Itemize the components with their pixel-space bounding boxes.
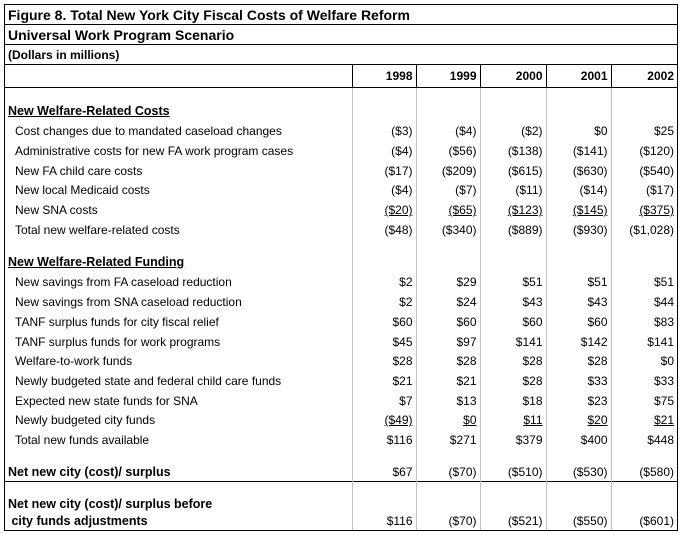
- cell-value: $116: [386, 432, 413, 447]
- table-cell: [546, 122, 611, 142]
- cell-value: ($145): [572, 203, 608, 218]
- cell-value: ($4): [455, 124, 477, 139]
- cell-value: $2: [399, 275, 413, 290]
- table-cell: [352, 391, 416, 411]
- table-cell: [416, 161, 480, 181]
- section-heading-funding: [5, 252, 677, 273]
- cell-value: ($123): [507, 203, 543, 218]
- row-label: New SNA costs: [15, 203, 98, 218]
- table-cell: [416, 292, 480, 312]
- cell-value: ($11): [515, 183, 543, 198]
- row-label: Cost changes due to mandated caseload changes: [15, 124, 282, 139]
- table-cell: [416, 312, 480, 332]
- table-cell: [546, 141, 611, 161]
- net-before-value: ($550): [546, 513, 611, 530]
- table-row: [5, 391, 677, 411]
- table-cell: [480, 371, 546, 391]
- cell-value: ($889): [507, 222, 543, 237]
- table-cell: [611, 292, 677, 312]
- cell-value: $0: [660, 354, 674, 369]
- cell-value: $28: [522, 373, 543, 388]
- table-cell: [480, 332, 546, 352]
- table-cell: [352, 292, 416, 312]
- figure-title: Figure 8. Total New York City Fiscal Costs of Welfare Reform: [5, 5, 677, 25]
- row-label: TANF surplus funds for city fiscal relief: [15, 314, 219, 329]
- table-cell: [611, 391, 677, 411]
- table-row: [5, 430, 677, 450]
- table-cell: [416, 351, 480, 371]
- year-header: 2000: [480, 65, 546, 88]
- cell-value: $20: [587, 413, 608, 428]
- table-cell: [546, 410, 611, 430]
- cell-value: ($17): [384, 163, 413, 178]
- table-cell: [352, 410, 416, 430]
- cell-value: $25: [653, 124, 674, 139]
- cell-value: $60: [522, 314, 543, 329]
- cell-value: $83: [653, 314, 674, 329]
- cell-value: ($65): [448, 203, 477, 218]
- cell-value: $28: [456, 354, 477, 369]
- cell-value: $97: [456, 334, 477, 349]
- section-title: New Welfare-Related Costs: [8, 104, 170, 118]
- table-cell: [546, 430, 611, 450]
- cell-value: ($1,028): [629, 222, 674, 237]
- cell-value: ($138): [507, 144, 543, 159]
- table-cell: [611, 220, 677, 240]
- cell-value: $51: [522, 275, 543, 290]
- cell-value: $75: [653, 393, 674, 408]
- row-label: Administrative costs for new FA work program cases: [15, 144, 294, 159]
- spacer-row: [5, 88, 677, 101]
- table-cell: [352, 200, 416, 220]
- cell-value: $13: [456, 393, 477, 408]
- cell-value: $33: [653, 373, 674, 388]
- table-cell: [546, 292, 611, 312]
- table-cell: [352, 220, 416, 240]
- table-cell: [611, 351, 677, 371]
- table-cell: [611, 181, 677, 201]
- table-row: [5, 292, 677, 312]
- section-title: New Welfare-Related Funding: [8, 255, 185, 270]
- table-cell: [611, 430, 677, 450]
- cell-value: ($48): [384, 222, 413, 237]
- year-header: 1999: [416, 65, 480, 88]
- cell-value: $379: [515, 432, 543, 447]
- cell-value: ($615): [507, 163, 543, 178]
- row-label: Newly budgeted state and federal child care funds: [15, 373, 282, 388]
- table-cell: [352, 430, 416, 450]
- table-cell: [546, 273, 611, 293]
- cell-value: ($3): [391, 124, 413, 139]
- table-row: [5, 332, 677, 352]
- table-row: [5, 371, 677, 391]
- table-cell: [480, 292, 546, 312]
- year-header-blank: [5, 65, 352, 88]
- cell-value: $28: [522, 354, 543, 369]
- table-cell: [416, 332, 480, 352]
- table-cell: [416, 410, 480, 430]
- table-row: [5, 312, 677, 332]
- table-cell: [416, 371, 480, 391]
- table-cell: [480, 312, 546, 332]
- table-cell: [611, 312, 677, 332]
- net-before-row-line2: [5, 513, 677, 530]
- cell-value: $44: [653, 295, 674, 310]
- table-cell: [480, 141, 546, 161]
- cell-value: $0: [594, 124, 608, 139]
- table-cell: [546, 220, 611, 240]
- table-row: [5, 141, 677, 161]
- cell-value: $28: [587, 354, 608, 369]
- table-cell: [611, 200, 677, 220]
- net-surplus-value: ($580): [611, 462, 677, 482]
- cell-value: $45: [392, 334, 413, 349]
- table-cell: [611, 273, 677, 293]
- table-cell: [480, 430, 546, 450]
- row-label: Welfare-to-work funds: [15, 354, 133, 369]
- table-cell: [416, 141, 480, 161]
- section-heading-costs: [5, 101, 677, 122]
- net-before-value: ($70): [416, 513, 480, 530]
- year-header-row: [5, 65, 677, 88]
- cell-value: $0: [463, 413, 477, 428]
- fiscal-costs-grid: [5, 65, 677, 530]
- table-cell: [611, 371, 677, 391]
- table-cell: [416, 200, 480, 220]
- table-cell: [480, 161, 546, 181]
- cell-value: $142: [580, 334, 608, 349]
- cell-value: $21: [392, 373, 413, 388]
- cell-value: $60: [456, 314, 477, 329]
- cell-value: ($7): [455, 183, 477, 198]
- row-label: New savings from SNA caseload reduction: [15, 295, 242, 310]
- row-label: New local Medicaid costs: [15, 183, 150, 198]
- table-cell: [416, 181, 480, 201]
- cell-value: $24: [456, 295, 477, 310]
- cell-value: ($20): [384, 203, 413, 218]
- table-row: [5, 181, 677, 201]
- cell-value: ($56): [448, 144, 477, 159]
- table-row: [5, 200, 677, 220]
- table-cell: [352, 181, 416, 201]
- table-cell: [546, 161, 611, 181]
- row-label: Total new welfare-related costs: [15, 222, 180, 237]
- table-cell: [352, 332, 416, 352]
- table-cell: [480, 273, 546, 293]
- net-surplus-label: Net new city (cost)/ surplus: [8, 464, 171, 479]
- table-cell: [546, 351, 611, 371]
- table-cell: [352, 122, 416, 142]
- table-row: [5, 220, 677, 240]
- table-row: [5, 351, 677, 371]
- cell-value: ($540): [639, 163, 674, 178]
- units-note: (Dollars in millions): [5, 45, 677, 65]
- cell-value: ($4): [391, 144, 413, 159]
- row-label: Expected new state funds for SNA: [15, 393, 198, 408]
- table-cell: [352, 351, 416, 371]
- row-label: Newly budgeted city funds: [15, 413, 156, 428]
- cell-value: ($209): [441, 163, 477, 178]
- cell-value: $51: [653, 275, 674, 290]
- cell-value: ($375): [639, 203, 674, 218]
- table-row: [5, 161, 677, 181]
- cell-value: $18: [522, 393, 543, 408]
- table-row: [5, 122, 677, 142]
- cell-value: $21: [653, 413, 674, 428]
- net-before-label-line2: city funds adjustments: [8, 514, 148, 529]
- table-cell: [416, 122, 480, 142]
- cell-value: ($2): [521, 124, 543, 139]
- net-before-value: $116: [352, 513, 416, 530]
- cell-value: ($17): [645, 183, 674, 198]
- net-surplus-row: [5, 462, 677, 482]
- table-cell: [611, 332, 677, 352]
- cell-value: ($141): [572, 144, 608, 159]
- spacer-row: [5, 482, 677, 496]
- table-cell: [546, 332, 611, 352]
- net-before-row-line1: [5, 496, 677, 513]
- cell-value: $51: [587, 275, 608, 290]
- table-cell: [480, 410, 546, 430]
- table-cell: [546, 200, 611, 220]
- table-cell: [480, 351, 546, 371]
- cell-value: $141: [647, 334, 674, 349]
- cell-value: $400: [580, 432, 608, 447]
- fiscal-costs-table: [5, 65, 677, 530]
- table-cell: [416, 220, 480, 240]
- table-cell: [352, 141, 416, 161]
- net-surplus-value: $67: [352, 462, 416, 482]
- spacer-row: [5, 450, 677, 462]
- spacer-row: [5, 240, 677, 252]
- report-table-frame: [4, 4, 678, 531]
- table-cell: [611, 141, 677, 161]
- table-row: [5, 410, 677, 430]
- table-cell: [611, 161, 677, 181]
- year-header: 1998: [352, 65, 416, 88]
- cell-value: $33: [587, 373, 608, 388]
- cell-value: $60: [392, 314, 413, 329]
- table-cell: [611, 410, 677, 430]
- table-cell: [416, 430, 480, 450]
- cell-value: ($340): [441, 222, 477, 237]
- cell-value: ($4): [391, 183, 413, 198]
- cell-value: $7: [399, 393, 413, 408]
- table-cell: [546, 371, 611, 391]
- cell-value: ($930): [572, 222, 608, 237]
- cell-value: $43: [522, 295, 543, 310]
- funding-section: [5, 273, 677, 450]
- table-cell: [352, 273, 416, 293]
- cell-value: $2: [399, 295, 413, 310]
- year-header: 2001: [546, 65, 611, 88]
- net-before-label-line1: Net new city (cost)/ surplus before: [8, 497, 213, 512]
- net-before-value: ($521): [480, 513, 546, 530]
- costs-section: [5, 122, 677, 240]
- table-cell: [546, 312, 611, 332]
- cell-value: $141: [515, 334, 543, 349]
- table-cell: [480, 181, 546, 201]
- cell-value: $29: [456, 275, 477, 290]
- net-surplus-value: ($70): [416, 462, 480, 482]
- cell-value: $11: [523, 413, 543, 428]
- cell-value: $43: [587, 295, 608, 310]
- cell-value: $60: [587, 314, 608, 329]
- cell-value: $21: [456, 373, 477, 388]
- cell-value: ($120): [639, 144, 674, 159]
- row-label: New savings from FA caseload reduction: [15, 275, 232, 290]
- net-surplus-value: ($510): [480, 462, 546, 482]
- table-cell: [480, 200, 546, 220]
- cell-value: ($630): [572, 163, 608, 178]
- table-cell: [352, 312, 416, 332]
- row-label: New FA child care costs: [15, 163, 143, 178]
- table-cell: [352, 371, 416, 391]
- year-header: 2002: [611, 65, 677, 88]
- row-label: TANF surplus funds for work programs: [15, 334, 221, 349]
- table-cell: [611, 122, 677, 142]
- cell-value: $28: [392, 354, 413, 369]
- net-before-value: ($601): [611, 513, 677, 530]
- cell-value: $271: [449, 432, 477, 447]
- cell-value: $23: [587, 393, 608, 408]
- cell-value: ($49): [384, 413, 413, 428]
- table-cell: [480, 122, 546, 142]
- table-cell: [480, 220, 546, 240]
- table-cell: [416, 391, 480, 411]
- table-cell: [546, 181, 611, 201]
- table-cell: [546, 391, 611, 411]
- table-cell: [352, 161, 416, 181]
- cell-value: ($14): [579, 183, 608, 198]
- table-cell: [480, 391, 546, 411]
- row-label: Total new funds available: [15, 432, 150, 447]
- table-cell: [416, 273, 480, 293]
- cell-value: $448: [647, 432, 674, 447]
- table-row: [5, 273, 677, 293]
- net-surplus-value: ($530): [546, 462, 611, 482]
- scenario-subtitle: Universal Work Program Scenario: [5, 25, 677, 45]
